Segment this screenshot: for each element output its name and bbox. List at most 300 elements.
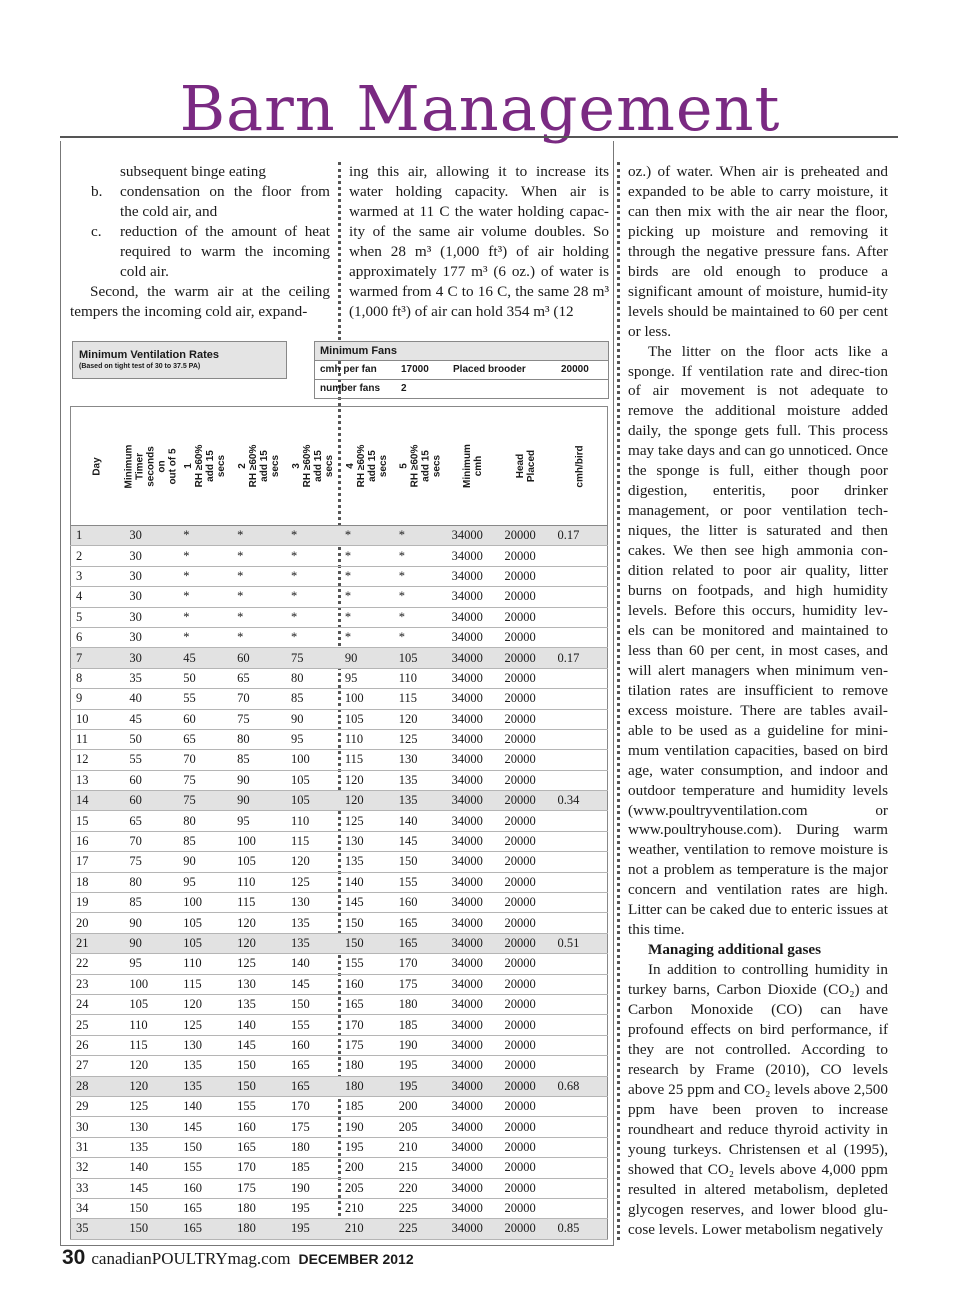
table-cell: 60 xyxy=(124,770,178,790)
table-cell: 85 xyxy=(124,893,178,913)
table-cell: 90 xyxy=(178,852,232,872)
table-cell: 210 xyxy=(340,1198,394,1218)
table-row xyxy=(71,893,608,913)
table-cell: * xyxy=(394,526,447,546)
table-cell: 20000 xyxy=(500,770,553,790)
paragraph: In addition to controlling humidity in turkey barns, Carbon Dioxide (CO₂) and Carbon Monoxide (CO) can have profound effects on bird performance, if they are not controlled. According to research by Frame (2010), CO levels above 25 ppm and CO₂ levels above 2,500 ppm have been proven to increase roundheart and reduce thyroid activity in young turkeys. Christensen et al (1995), showed that CO₂ levels above 4,000 ppm resulted in altered metabolism, depleted glycogen reserves, and lower blood glu-cose levels. Lower metabolism negatively xyxy=(628,961,888,1238)
table-cell: 115 xyxy=(394,689,447,709)
table-cell: 1 xyxy=(71,526,125,546)
table-cell: 140 xyxy=(286,954,340,974)
table-row xyxy=(71,1219,608,1239)
table-cell: 32 xyxy=(71,1158,125,1178)
column-header: 3 RH ≥60% add 15 secs xyxy=(286,407,340,526)
table-cell: 120 xyxy=(286,852,340,872)
table-cell: 20000 xyxy=(500,893,553,913)
table-cell: 100 xyxy=(286,750,340,770)
table-cell: 120 xyxy=(124,1076,178,1096)
table-cell: 20000 xyxy=(500,607,553,627)
table-cell: 145 xyxy=(340,893,394,913)
table-cell: 130 xyxy=(232,974,286,994)
column-header: Minimum Timer seconds on out of 5 xyxy=(124,407,178,526)
column-header: 4 RH ≥60% add 15 secs xyxy=(340,407,394,526)
table-cell: 80 xyxy=(286,668,340,688)
table-cell xyxy=(552,811,607,831)
paragraph: oz.) of water. When air is preheated and expanded to be able to carry moisture, it can then mix with the air near the floor, picking up moisture and removing it through the negative pressure fans. After birds are old enough to produce a significant amount of moisture, humid-ity levels should be maintained to 60 per cent or less. xyxy=(628,163,888,340)
table-cell: 34000 xyxy=(447,1035,500,1055)
table-cell: 95 xyxy=(178,872,232,892)
table-cell: 75 xyxy=(178,791,232,811)
table-row xyxy=(71,627,608,647)
table-cell: 20000 xyxy=(500,1178,553,1198)
table-cell: 220 xyxy=(394,1178,447,1198)
list-item-continuation: subsequent binge eating xyxy=(120,163,266,180)
table-cell: 34000 xyxy=(447,954,500,974)
table-cell: 31 xyxy=(71,1137,125,1157)
table-cell: 180 xyxy=(286,1137,340,1157)
table-cell: 135 xyxy=(232,994,286,1014)
table-row xyxy=(71,668,608,688)
table-cell: 105 xyxy=(232,852,286,872)
table-cell: 100 xyxy=(340,689,394,709)
table-cell: 9 xyxy=(71,689,125,709)
table-cell: 130 xyxy=(124,1117,178,1137)
table-cell: 175 xyxy=(394,974,447,994)
table-row xyxy=(71,770,608,790)
table-cell: 170 xyxy=(232,1158,286,1178)
table-cell: 115 xyxy=(232,893,286,913)
table-cell: 145 xyxy=(178,1117,232,1137)
section-heading: Managing additional gases xyxy=(648,941,822,959)
table-cell: 2 xyxy=(71,546,125,566)
table-cell: * xyxy=(340,607,394,627)
table-cell: 34000 xyxy=(447,729,500,749)
table-cell: 34000 xyxy=(447,1056,500,1076)
table-cell: * xyxy=(232,546,286,566)
table-cell: 34 xyxy=(71,1198,125,1218)
table-cell xyxy=(552,750,607,770)
table-cell: 20000 xyxy=(500,1117,553,1137)
table-cell: 150 xyxy=(340,933,394,953)
table-cell: 34000 xyxy=(447,1137,500,1157)
title-rule xyxy=(60,136,898,138)
table-cell: 34000 xyxy=(447,546,500,566)
table-cell: 165 xyxy=(394,933,447,953)
column-header: cmh/bird xyxy=(552,407,607,526)
table-cell: 34000 xyxy=(447,627,500,647)
table-cell: 0.85 xyxy=(552,1219,607,1239)
table-row xyxy=(71,954,608,974)
table-cell: 34000 xyxy=(447,831,500,851)
table-cell: 20000 xyxy=(500,1015,553,1035)
table-cell: 165 xyxy=(286,1056,340,1076)
table-cell xyxy=(552,546,607,566)
table-cell xyxy=(552,1158,607,1178)
table-cell: 150 xyxy=(232,1056,286,1076)
table-row xyxy=(71,791,608,811)
table-cell: 55 xyxy=(124,750,178,770)
table-cell xyxy=(552,607,607,627)
table-row xyxy=(71,913,608,933)
table-cell: 34000 xyxy=(447,1117,500,1137)
table-row xyxy=(71,709,608,729)
page-number: 30 xyxy=(62,1246,86,1269)
table-cell: 160 xyxy=(340,974,394,994)
table-cell: * xyxy=(394,607,447,627)
table-cell: 195 xyxy=(340,1137,394,1157)
table-cell: 20000 xyxy=(500,587,553,607)
article-column-1 xyxy=(70,162,330,322)
table-cell: 195 xyxy=(286,1198,340,1218)
table-row xyxy=(71,729,608,749)
table-cell: 155 xyxy=(232,1096,286,1116)
table-cell: * xyxy=(232,587,286,607)
table-cell: 215 xyxy=(394,1158,447,1178)
table-row xyxy=(71,994,608,1014)
table-cell: 175 xyxy=(340,1035,394,1055)
table-cell: 5 xyxy=(71,607,125,627)
table-cell: 105 xyxy=(286,770,340,790)
table-cell: 34000 xyxy=(447,587,500,607)
table-cell xyxy=(552,954,607,974)
table-cell: 180 xyxy=(232,1198,286,1218)
table-cell: 60 xyxy=(124,791,178,811)
table-cell: 16 xyxy=(71,831,125,851)
column-header: 1 RH ≥60% add 15 secs xyxy=(178,407,232,526)
table-cell: 145 xyxy=(124,1178,178,1198)
table-cell: 80 xyxy=(178,811,232,831)
table-cell: 20000 xyxy=(500,709,553,729)
table-cell: 120 xyxy=(178,994,232,1014)
table-cell: 20000 xyxy=(500,750,553,770)
table-cell: 34000 xyxy=(447,1198,500,1218)
table-cell: 7 xyxy=(71,648,125,668)
table-cell: 20000 xyxy=(500,546,553,566)
table-cell: 55 xyxy=(178,689,232,709)
table-cell: 22 xyxy=(71,954,125,974)
table-cell: 225 xyxy=(394,1198,447,1218)
table-cell: 13 xyxy=(71,770,125,790)
table-cell: 0.17 xyxy=(552,526,607,546)
table-cell: 30 xyxy=(124,607,178,627)
table-cell xyxy=(552,852,607,872)
table-cell: 195 xyxy=(394,1056,447,1076)
table-cell: 35 xyxy=(124,668,178,688)
column-header: Day xyxy=(71,407,125,526)
table-cell: 120 xyxy=(340,770,394,790)
table-cell: 210 xyxy=(340,1219,394,1239)
table-cell: 20000 xyxy=(500,1198,553,1218)
table-cell: 28 xyxy=(71,1076,125,1096)
table-cell: 20000 xyxy=(500,668,553,688)
table-cell: 34000 xyxy=(447,1219,500,1239)
table-cell: 27 xyxy=(71,1056,125,1076)
table-cell xyxy=(552,1035,607,1055)
table-cell: 150 xyxy=(124,1219,178,1239)
table-cell: 125 xyxy=(124,1096,178,1116)
table-cell: 140 xyxy=(232,1015,286,1035)
ventilation-rates-subtitle: (Based on tight test of 30 to 37.5 PA) xyxy=(79,363,201,370)
table-row xyxy=(71,1076,608,1096)
table-cell: 20000 xyxy=(500,566,553,586)
table-cell: 195 xyxy=(394,1076,447,1096)
table-cell: 34000 xyxy=(447,994,500,1014)
table-cell: 20000 xyxy=(500,811,553,831)
table-cell: 34000 xyxy=(447,852,500,872)
table-row xyxy=(71,648,608,668)
page-footer xyxy=(62,1246,414,1270)
fans-row: number fans 2 xyxy=(320,383,407,394)
table-cell: 130 xyxy=(178,1035,232,1055)
table-cell: 34000 xyxy=(447,689,500,709)
table-cell xyxy=(552,689,607,709)
table-cell: 20000 xyxy=(500,648,553,668)
table-cell: 100 xyxy=(232,831,286,851)
table-cell: 24 xyxy=(71,994,125,1014)
table-cell: 145 xyxy=(394,831,447,851)
table-row xyxy=(71,546,608,566)
table-cell: 135 xyxy=(286,933,340,953)
table-cell: 110 xyxy=(394,668,447,688)
table-cell: 20000 xyxy=(500,872,553,892)
table-cell: 75 xyxy=(286,648,340,668)
table-cell: 150 xyxy=(286,994,340,1014)
table-cell: 200 xyxy=(394,1096,447,1116)
table-cell: 85 xyxy=(232,750,286,770)
table-cell: * xyxy=(394,546,447,566)
table-cell xyxy=(552,627,607,647)
table-cell: 20000 xyxy=(500,933,553,953)
table-cell: 135 xyxy=(340,852,394,872)
table-cell: 45 xyxy=(178,648,232,668)
table-cell: 155 xyxy=(394,872,447,892)
table-cell: 20000 xyxy=(500,913,553,933)
table-cell: 85 xyxy=(286,689,340,709)
table-cell: * xyxy=(286,627,340,647)
table-cell: 20000 xyxy=(500,689,553,709)
table-row xyxy=(71,566,608,586)
table-cell: * xyxy=(178,526,232,546)
table-cell: 130 xyxy=(394,750,447,770)
table-cell: 150 xyxy=(394,852,447,872)
table-cell: 20000 xyxy=(500,831,553,851)
table-cell: 145 xyxy=(286,974,340,994)
table-cell: 185 xyxy=(394,1015,447,1035)
table-cell: * xyxy=(286,607,340,627)
table-row xyxy=(71,831,608,851)
table-row xyxy=(71,1198,608,1218)
minimum-fans-box xyxy=(314,341,609,399)
table-cell: 185 xyxy=(340,1096,394,1116)
table-cell: * xyxy=(232,566,286,586)
table-cell: 20000 xyxy=(500,1137,553,1157)
table-cell: 95 xyxy=(340,668,394,688)
table-cell xyxy=(552,893,607,913)
table-cell: 80 xyxy=(232,729,286,749)
table-cell: 20000 xyxy=(500,627,553,647)
table-cell: 75 xyxy=(232,709,286,729)
table-cell: 4 xyxy=(71,587,125,607)
table-cell xyxy=(552,872,607,892)
table-cell: 120 xyxy=(394,709,447,729)
table-cell: * xyxy=(286,526,340,546)
table-row xyxy=(71,1158,608,1178)
paragraph: Second, the warm air at the ceiling tempers the incoming cold air, expand- xyxy=(70,282,330,320)
table-cell: 150 xyxy=(124,1198,178,1218)
table-cell: 40 xyxy=(124,689,178,709)
table-row xyxy=(71,689,608,709)
table-cell: 34000 xyxy=(447,893,500,913)
table-cell: 95 xyxy=(232,811,286,831)
table-cell: 34000 xyxy=(447,811,500,831)
table-cell: 0.34 xyxy=(552,791,607,811)
table-cell: 8 xyxy=(71,668,125,688)
ventilation-rates-title: Minimum Ventilation Rates xyxy=(79,349,219,361)
table-cell: 33 xyxy=(71,1178,125,1198)
table-cell: 34000 xyxy=(447,974,500,994)
table-cell: * xyxy=(178,627,232,647)
table-cell: 65 xyxy=(232,668,286,688)
table-cell: 0.17 xyxy=(552,648,607,668)
table-cell: 70 xyxy=(178,750,232,770)
table-cell: 165 xyxy=(394,913,447,933)
table-cell: 225 xyxy=(394,1219,447,1239)
table-cell: 65 xyxy=(178,729,232,749)
table-cell: 34000 xyxy=(447,791,500,811)
table-row xyxy=(71,526,608,546)
table-cell: 90 xyxy=(232,791,286,811)
table-cell xyxy=(552,587,607,607)
table-cell: 140 xyxy=(340,872,394,892)
table-cell: 140 xyxy=(394,811,447,831)
table-cell: 195 xyxy=(286,1219,340,1239)
table-row xyxy=(71,1015,608,1035)
table-cell: 75 xyxy=(124,852,178,872)
table-row xyxy=(71,1035,608,1055)
paragraph: ing this air, allowing it to increase its water holding capacity. When air is warmed at 11 C the water holding capac-ity of the same air volume doubles. So when 28 m³ (1,000 ft³) of air holding approximately 177 m³ (6 oz.) of water is warmed from 4 C to 16 C, the same 28 m³ (1,000 ft³) of air can hold 354 m³ (12 xyxy=(349,163,609,320)
table-cell: * xyxy=(394,566,447,586)
table-row xyxy=(71,872,608,892)
table-row xyxy=(71,607,608,627)
table-row xyxy=(71,1056,608,1076)
table-cell: 20000 xyxy=(500,852,553,872)
table-cell: 60 xyxy=(178,709,232,729)
table-cell: * xyxy=(340,587,394,607)
table-cell: 30 xyxy=(124,627,178,647)
table-cell: 140 xyxy=(178,1096,232,1116)
table-cell: 175 xyxy=(232,1178,286,1198)
table-cell: 150 xyxy=(178,1137,232,1157)
table-cell: 135 xyxy=(178,1076,232,1096)
table-cell: 34000 xyxy=(447,1178,500,1198)
table-cell: 90 xyxy=(340,648,394,668)
table-cell: 90 xyxy=(124,913,178,933)
table-cell: 110 xyxy=(340,729,394,749)
table-cell: 105 xyxy=(124,994,178,1014)
table-cell: 20000 xyxy=(500,791,553,811)
table-cell: 34000 xyxy=(447,770,500,790)
table-cell: * xyxy=(340,526,394,546)
table-cell: 185 xyxy=(286,1158,340,1178)
table-cell: * xyxy=(394,627,447,647)
table-cell: 12 xyxy=(71,750,125,770)
table-cell: 125 xyxy=(340,811,394,831)
table-cell: 45 xyxy=(124,709,178,729)
table-cell: 135 xyxy=(286,913,340,933)
table-cell: * xyxy=(286,546,340,566)
table-cell: * xyxy=(232,627,286,647)
column-divider xyxy=(617,162,620,1240)
table-cell: 160 xyxy=(178,1178,232,1198)
table-cell xyxy=(552,1198,607,1218)
table-cell xyxy=(552,729,607,749)
table-cell: 190 xyxy=(340,1117,394,1137)
table-cell: 34000 xyxy=(447,1096,500,1116)
table-cell: 150 xyxy=(232,1076,286,1096)
table-cell: 165 xyxy=(232,1137,286,1157)
table-cell: 140 xyxy=(124,1158,178,1178)
table-cell: * xyxy=(178,566,232,586)
article-column-3 xyxy=(628,162,888,1239)
table-cell: 20000 xyxy=(500,1096,553,1116)
table-cell: 165 xyxy=(286,1076,340,1096)
table-cell: 50 xyxy=(178,668,232,688)
table-cell: 180 xyxy=(340,1076,394,1096)
table-cell: 23 xyxy=(71,974,125,994)
table-cell xyxy=(552,668,607,688)
table-cell: 155 xyxy=(178,1158,232,1178)
table-cell: 135 xyxy=(124,1137,178,1157)
table-cell xyxy=(552,1056,607,1076)
table-cell: 15 xyxy=(71,811,125,831)
table-row xyxy=(71,1137,608,1157)
table-cell xyxy=(552,1137,607,1157)
table-cell: 125 xyxy=(232,954,286,974)
table-cell: 30 xyxy=(124,526,178,546)
issue-date: DECEMBER 2012 xyxy=(298,1251,414,1267)
table-cell: 30 xyxy=(124,546,178,566)
table-cell: 200 xyxy=(340,1158,394,1178)
ventilation-rates-box xyxy=(72,341,287,379)
table-cell xyxy=(552,974,607,994)
table-cell: 70 xyxy=(232,689,286,709)
table-cell: 105 xyxy=(286,791,340,811)
table-cell: 90 xyxy=(124,933,178,953)
table-cell: * xyxy=(178,587,232,607)
table-row xyxy=(71,974,608,994)
table-cell: 165 xyxy=(178,1198,232,1218)
column-header: Minimum cmh xyxy=(447,407,500,526)
table-row xyxy=(71,1096,608,1116)
table-cell: 6 xyxy=(71,627,125,647)
table-cell: 100 xyxy=(178,893,232,913)
table-cell: 175 xyxy=(286,1117,340,1137)
table-cell: 180 xyxy=(394,994,447,1014)
table-cell: 110 xyxy=(286,811,340,831)
table-header-row xyxy=(71,407,608,526)
table-cell: 115 xyxy=(124,1035,178,1055)
table-cell: 30 xyxy=(124,648,178,668)
table-cell: 19 xyxy=(71,893,125,913)
table-cell: 70 xyxy=(124,831,178,851)
table-cell: * xyxy=(394,587,447,607)
table-cell: 110 xyxy=(232,872,286,892)
table-cell: 20 xyxy=(71,913,125,933)
table-cell: 34000 xyxy=(447,933,500,953)
minimum-fans-title: Minimum Fans xyxy=(315,342,608,361)
table-cell: 30 xyxy=(124,566,178,586)
table-cell: 165 xyxy=(340,994,394,1014)
table-cell: 125 xyxy=(286,872,340,892)
